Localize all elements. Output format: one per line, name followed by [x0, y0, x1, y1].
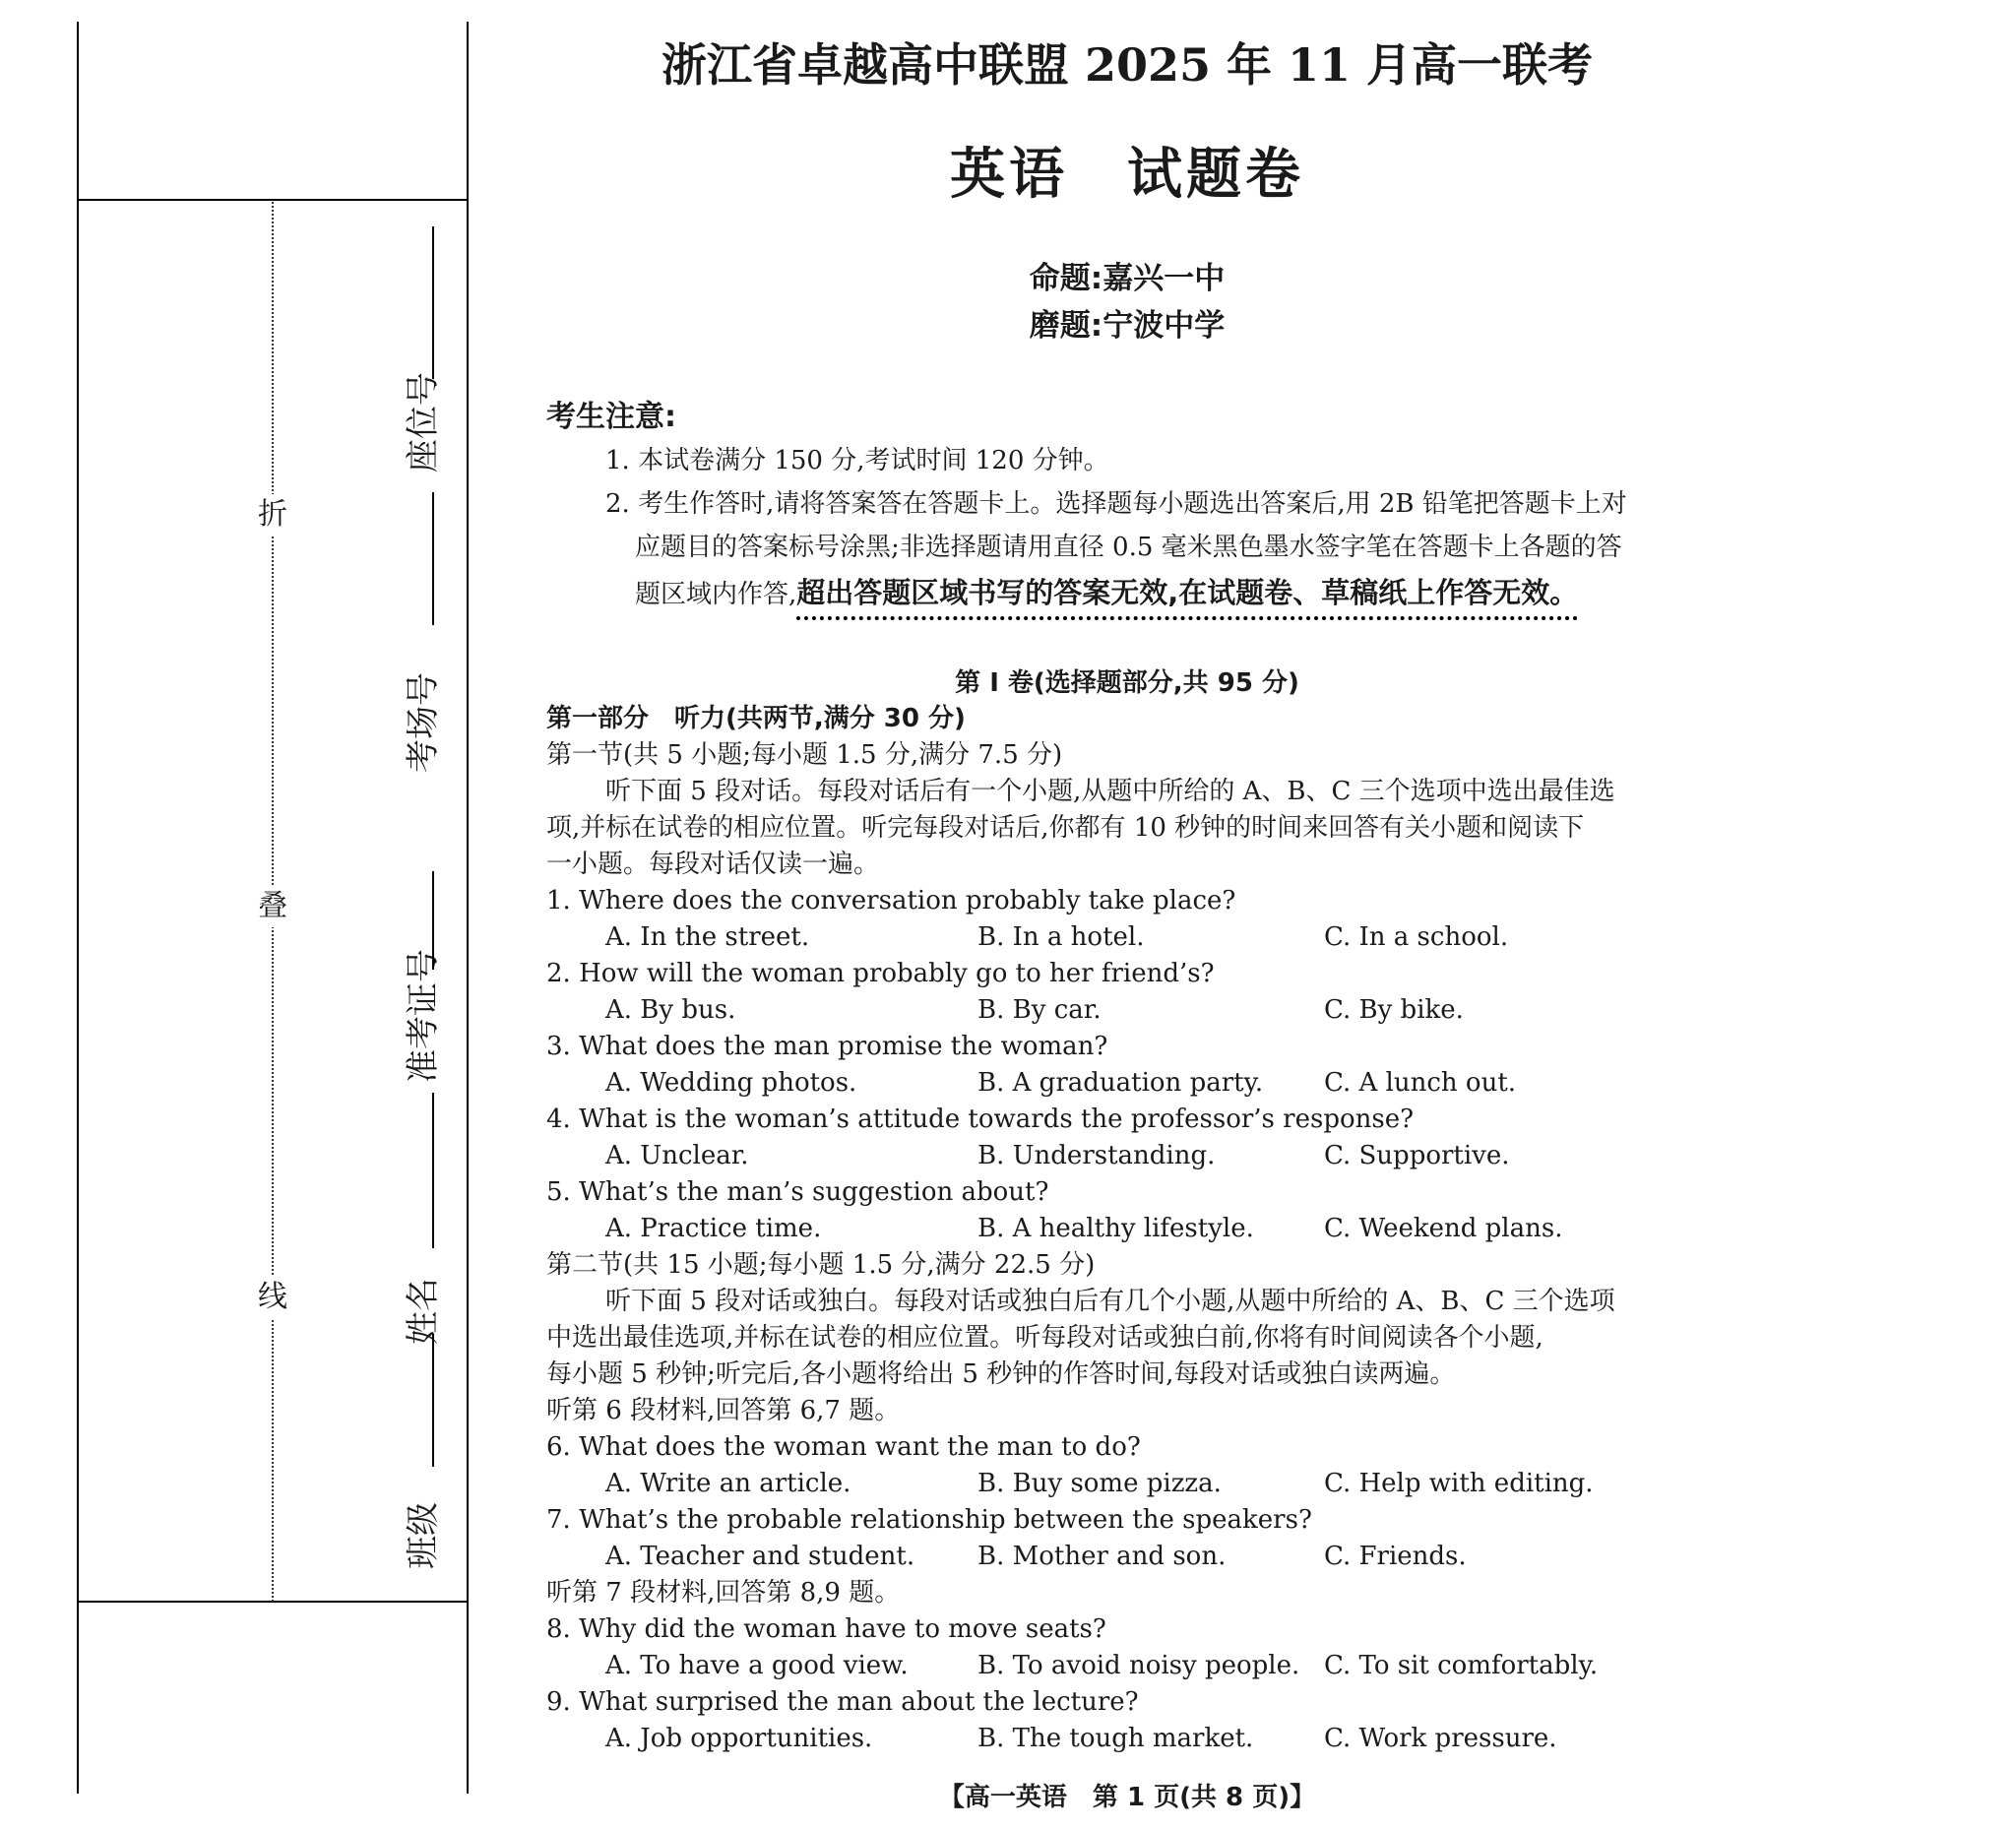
- q7-option-a: A. Teacher and student.: [605, 1542, 915, 1571]
- q6-option-a: A. Write an article.: [605, 1469, 851, 1498]
- section1-instruction-1: 听下面 5 段对话。每段对话后有一个小题,从题中所给的 A、B、C 三个选项中选出最佳选: [605, 777, 1615, 806]
- section1-heading: 第一节(共 5 小题;每小题 1.5 分,满分 7.5 分): [546, 740, 1063, 770]
- section2-heading: 第二节(共 15 小题;每小题 1.5 分,满分 22.5 分): [546, 1250, 1096, 1280]
- margin-outer-line: [77, 22, 79, 1794]
- q7-option-b: B. Mother and son.: [977, 1542, 1227, 1571]
- q8-option-c: C. To sit comfortably.: [1324, 1651, 1599, 1680]
- question-6: 6. What does the woman want the man to do?: [546, 1432, 1141, 1462]
- q4-option-a: A. Unclear.: [605, 1141, 749, 1170]
- question-5: 5. What’s the man’s suggestion about?: [546, 1177, 1049, 1207]
- name-blank: [432, 1093, 434, 1248]
- q3-option-a: A. Wedding photos.: [605, 1068, 857, 1098]
- material-6-instruction: 听第 6 段材料,回答第 6,7 题。: [546, 1396, 901, 1425]
- question-7: 7. What’s the probable relationship between the speakers?: [546, 1505, 1312, 1535]
- exam-subtitle: 英语 试题卷: [950, 142, 1304, 207]
- question-2: 2. How will the woman probably go to her friend’s?: [546, 959, 1215, 988]
- question-9: 9. What surprised the man about the lecture?: [546, 1687, 1139, 1717]
- paper-reviewer: 磨题:宁波中学: [1029, 308, 1226, 344]
- q1-option-a: A. In the street.: [605, 922, 810, 952]
- notice-item-2-line-2: 应题目的答案标号涂黑;非选择题请用直径 0.5 毫米黑色墨水签字笔在答题卡上各题的答: [635, 533, 1622, 562]
- notice-item-1: 1. 本试卷满分 150 分,考试时间 120 分钟。: [605, 446, 1109, 475]
- seat-number-blank: [432, 226, 434, 379]
- fold-char-2: 叠: [258, 886, 287, 927]
- q3-option-c: C. A lunch out.: [1324, 1068, 1517, 1098]
- name-label: 姓名: [404, 1278, 443, 1345]
- section1-instruction-2: 项,并标在试卷的相应位置。听完每段对话后,你都有 10 秒钟的时间来回答有关小题和阅读下: [546, 813, 1585, 843]
- margin-top-rule: [77, 199, 469, 201]
- question-4: 4. What is the woman’s attitude towards the professor’s response?: [546, 1104, 1415, 1134]
- exam-title: 浙江省卓越高中联盟 2025 年 11 月高一联考: [661, 38, 1594, 92]
- exam-room-label: 考场号: [404, 672, 443, 773]
- q4-option-b: B. Understanding.: [977, 1141, 1216, 1170]
- q5-option-b: B. A healthy lifestyle.: [977, 1214, 1254, 1243]
- seat-number-label: 座位号: [404, 372, 443, 473]
- q5-option-a: A. Practice time.: [605, 1214, 822, 1243]
- admission-number-blank: [432, 871, 434, 970]
- question-1: 1. Where does the conversation probably take place?: [546, 886, 1236, 915]
- notice-heading: 考生注意:: [546, 400, 676, 434]
- notice-item-2-line-3: [635, 575, 1578, 612]
- q9-option-a: A. Job opportunities.: [605, 1724, 873, 1753]
- q9-option-c: C. Work pressure.: [1324, 1724, 1557, 1753]
- section2-instruction-2: 中选出最佳选项,并标在试卷的相应位置。听每段对话或独白前,你将有时间阅读各个小题,: [546, 1323, 1544, 1353]
- paper1-title: 第 Ⅰ 卷(选择题部分,共 95 分): [955, 668, 1299, 698]
- q5-option-c: C. Weekend plans.: [1324, 1214, 1563, 1243]
- fold-char-3: 线: [258, 1277, 287, 1318]
- q9-option-b: B. The tough market.: [977, 1724, 1254, 1753]
- notice-item-2-plain: 题区域内作答,: [635, 580, 797, 609]
- notice-item-2-line-1: 2. 考生作答时,请将答案答在答题卡上。选择题每小题选出答案后,用 2B 铅笔把答题卡上对: [605, 489, 1627, 519]
- fold-char-1: 折: [258, 494, 287, 536]
- q1-option-b: B. In a hotel.: [977, 922, 1145, 952]
- material-7-instruction: 听第 7 段材料,回答第 8,9 题。: [546, 1578, 901, 1608]
- q7-option-c: C. Friends.: [1324, 1542, 1467, 1571]
- q3-option-b: B. A graduation party.: [977, 1068, 1264, 1098]
- question-3: 3. What does the man promise the woman?: [546, 1032, 1108, 1061]
- q8-option-b: B. To avoid noisy people.: [977, 1651, 1300, 1680]
- notice-emphasis: 超出答题区域书写的答案无效,在试题卷、草稿纸上作答无效。: [796, 576, 1579, 609]
- exam-room-blank: [432, 492, 434, 625]
- q6-option-b: B. Buy some pizza.: [977, 1469, 1222, 1498]
- q4-option-c: C. Supportive.: [1324, 1141, 1510, 1170]
- question-8: 8. Why did the woman have to move seats?: [546, 1614, 1106, 1644]
- q8-option-a: A. To have a good view.: [605, 1651, 909, 1680]
- section2-instruction-3: 每小题 5 秒钟;听完后,各小题将给出 5 秒钟的作答时间,每段对话或独白读两遍。: [546, 1359, 1456, 1389]
- q2-option-a: A. By bus.: [605, 995, 736, 1025]
- margin-inner-line: [467, 22, 469, 1794]
- page-footer: 【高一英语 第 1 页(共 8 页)】: [938, 1783, 1316, 1812]
- part1-heading: 第一部分 听力(共两节,满分 30 分): [546, 704, 966, 733]
- q6-option-c: C. Help with editing.: [1324, 1469, 1594, 1498]
- q2-option-b: B. By car.: [977, 995, 1102, 1025]
- section2-instruction-1: 听下面 5 段对话或独白。每段对话或独白后有几个小题,从题中所给的 A、B、C 三个选项: [605, 1287, 1615, 1316]
- class-blank: [432, 1334, 434, 1467]
- q2-option-c: C. By bike.: [1324, 995, 1464, 1025]
- admission-number-label: 准考证号: [404, 949, 443, 1083]
- class-label: 班级: [404, 1502, 443, 1569]
- paper-author: 命题:嘉兴一中: [1029, 261, 1226, 296]
- section1-instruction-3: 一小题。每段对话仅读一遍。: [546, 850, 880, 879]
- q1-option-c: C. In a school.: [1324, 922, 1509, 952]
